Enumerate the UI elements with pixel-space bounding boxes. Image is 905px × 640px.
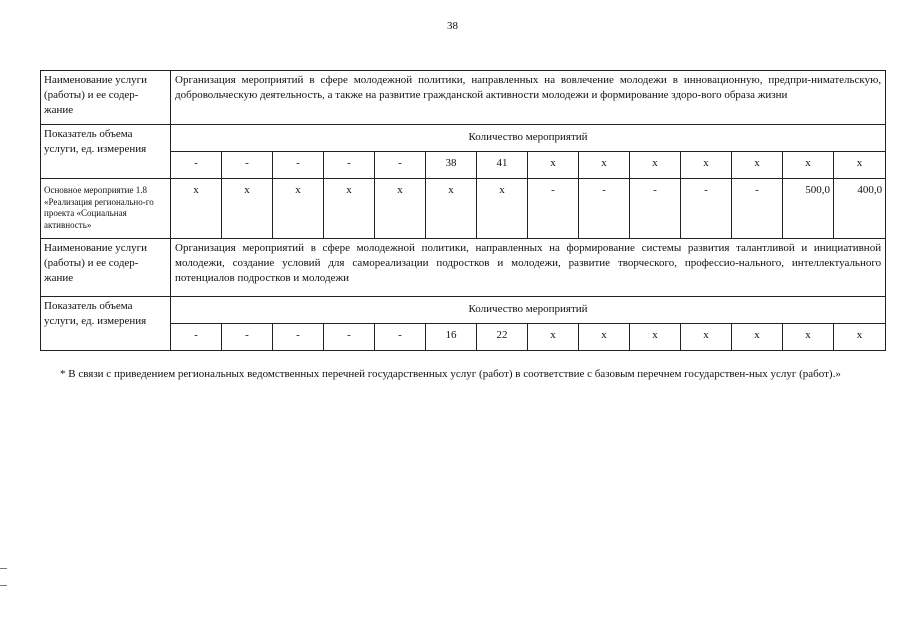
unit-header-2: Количество мероприятий <box>171 297 886 324</box>
value-cell: - <box>375 324 426 351</box>
value-cell: - <box>222 152 273 179</box>
activity-value-cell: - <box>528 179 579 239</box>
margin-tick <box>0 585 7 586</box>
value-cell: х <box>630 152 681 179</box>
indicator-label-1: Показатель объема услуги, ед. измерения <box>41 125 171 179</box>
value-cell: х <box>528 324 579 351</box>
value-cell: х <box>579 324 630 351</box>
value-cell: х <box>681 152 732 179</box>
page-number: 38 <box>447 20 458 32</box>
activity-value-cell: - <box>579 179 630 239</box>
value-cell: - <box>171 152 222 179</box>
indicator-header-row-2 <box>41 297 886 324</box>
activity-value-cell: х <box>375 179 426 239</box>
value-cell: 16 <box>426 324 477 351</box>
activity-value-cell: х <box>324 179 375 239</box>
value-cell: 41 <box>477 152 528 179</box>
value-cell: 22 <box>477 324 528 351</box>
value-cell: - <box>171 324 222 351</box>
activity-value-cell: 400,0 <box>834 179 886 239</box>
value-cell: х <box>834 152 886 179</box>
service-row-2 <box>41 239 886 297</box>
value-cell: х <box>783 152 834 179</box>
value-cell: х <box>681 324 732 351</box>
value-cell: - <box>324 324 375 351</box>
service-row-1 <box>41 71 886 125</box>
value-cell: х <box>528 152 579 179</box>
activity-value-cell: х <box>273 179 324 239</box>
value-cell: х <box>834 324 886 351</box>
margin-tick <box>0 568 7 569</box>
activity-value-cell: - <box>681 179 732 239</box>
activity-value-cell: х <box>171 179 222 239</box>
value-cell: - <box>273 324 324 351</box>
service-description-2: Организация мероприятий в сфере молодежной политики, направленных на формирование системы развития талантливой и инициативной молодежи, создание условий для самореализации подростков и молодежи, развитие творческого, профессио-нального, интеллектуального потенциалов подростков и молодежи <box>171 239 886 297</box>
activity-value-cell: - <box>630 179 681 239</box>
indicator-header-row-1 <box>41 125 886 152</box>
unit-header-1: Количество мероприятий <box>171 125 886 152</box>
activity-label: Основное мероприятие 1.8 «Реализация регионально-го проекта «Социальная активность» <box>41 179 171 239</box>
activity-value-cell: 500,0 <box>783 179 834 239</box>
value-cell: - <box>222 324 273 351</box>
service-label-1: Наименование услуги (работы) и ее содер-жание <box>41 71 171 125</box>
value-cell: - <box>324 152 375 179</box>
service-description-1: Организация мероприятий в сфере молодежной политики, направленных на вовлечение молодежи в инновационную, предпри-нимательскую, добровольческую деятельность, а также на развитие гражданской активности молодежи и формирование здоро-вого образа жизни <box>171 71 886 125</box>
value-cell: - <box>375 152 426 179</box>
footnote <box>40 366 885 383</box>
value-cell: х <box>783 324 834 351</box>
activity-value-cell: - <box>732 179 783 239</box>
value-cell: х <box>579 152 630 179</box>
activity-value-cell: х <box>477 179 528 239</box>
activity-value-cell: х <box>426 179 477 239</box>
value-cell: - <box>273 152 324 179</box>
services-table <box>40 70 886 351</box>
service-label-2: Наименование услуги (работы) и ее содер-жание <box>41 239 171 297</box>
value-cell: х <box>732 152 783 179</box>
activity-value-cell: х <box>222 179 273 239</box>
value-cell: х <box>630 324 681 351</box>
footnote-text: * В связи с приведением региональных ведомственных перечней государственных услуг (работ) в соответствие с базовым перечнем государствен-ных услуг (работ).» <box>60 368 841 380</box>
value-cell: 38 <box>426 152 477 179</box>
indicator-label-2: Показатель объема услуги, ед. измерения <box>41 297 171 351</box>
value-cell: х <box>732 324 783 351</box>
activity-row <box>41 179 886 239</box>
